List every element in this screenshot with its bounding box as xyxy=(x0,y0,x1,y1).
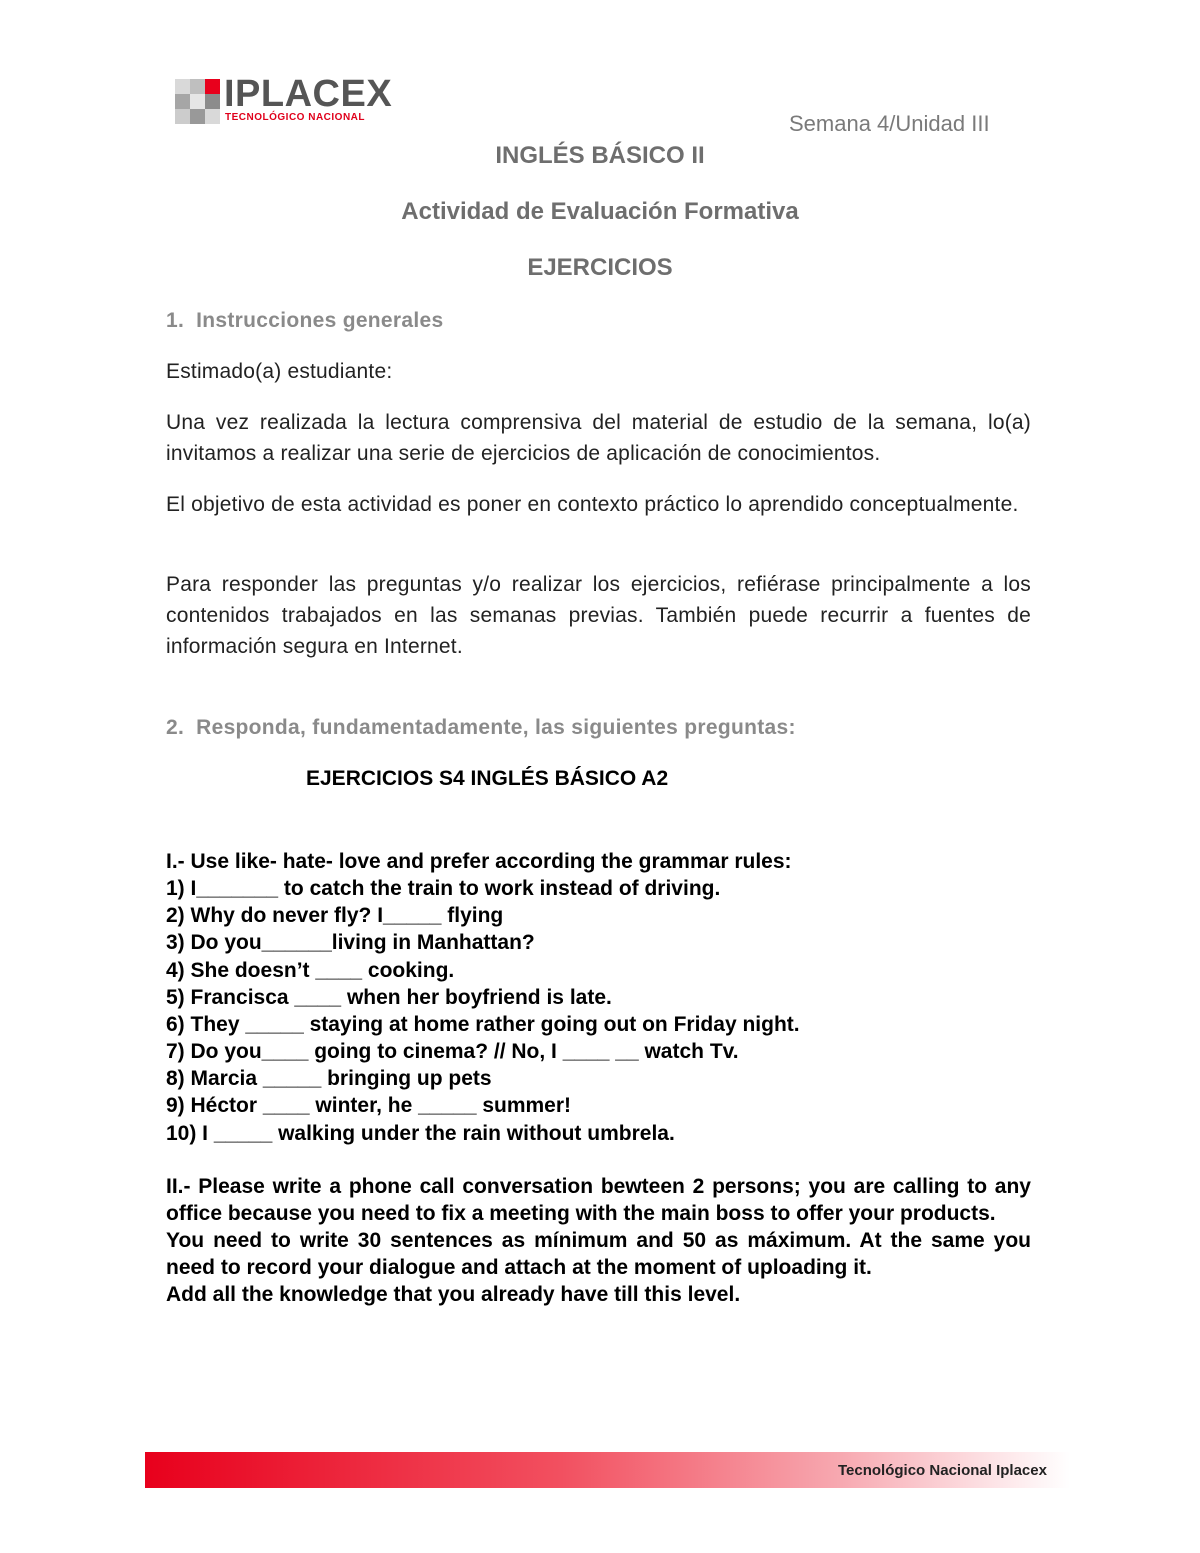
part2-closing: Add all the knowledge that you already have till this level. xyxy=(166,1283,741,1306)
exercise-item: 5) Francisca ____ when her boyfriend is late. xyxy=(166,986,612,1009)
section2-heading-text: Responda, fundamentadamente, las siguientes preguntas: xyxy=(196,716,796,739)
exercise-item: 4) She doesn’t ____ cooking. xyxy=(166,959,455,982)
logo-mosaic-icon xyxy=(175,79,221,125)
exercise-item: 1) I_______ to catch the train to work instead of driving. xyxy=(166,877,721,900)
exercise-item: 9) Héctor ____ winter, he _____ summer! xyxy=(166,1094,572,1117)
section2-number: 2. xyxy=(166,716,185,739)
greeting: Estimado(a) estudiante: xyxy=(166,360,393,383)
exercise-item: 7) Do you____ going to cinema? // No, I ____ __ watch Tv. xyxy=(166,1040,739,1063)
section-title: EJERCICIOS xyxy=(527,254,673,281)
paragraph-3: Para responder las preguntas y/o realizar los ejercicios, refiérase principalmente a los contenidos trabajados en las semanas previas. También puede recurrir a fuentes de información segura en Internet. xyxy=(166,573,1031,658)
section1-heading-text: Instrucciones generales xyxy=(196,309,444,332)
part2-instructions: II.- Please write a phone call conversation bewteen 2 persons; you are calling to any office because you need to fix a meeting with the main boss to offer your products. xyxy=(166,1175,1031,1225)
exercise-item: 3) Do you______living in Manhattan? xyxy=(166,931,535,954)
paragraph-2: El objetivo de esta actividad es poner en contexto práctico lo aprendido conceptualmente. xyxy=(166,493,1019,516)
exercise-item: 2) Why do never fly? I_____ flying xyxy=(166,904,504,927)
exercise-item: 6) They _____ staying at home rather going out on Friday night. xyxy=(166,1013,800,1036)
exercise-item: 8) Marcia _____ bringing up pets xyxy=(166,1067,492,1090)
exercise-item: 10) I _____ walking under the rain without umbrela. xyxy=(166,1122,675,1145)
footer-text: Tecnológico Nacional Iplacex xyxy=(838,1462,1047,1479)
exercise-title: EJERCICIOS S4 INGLÉS BÁSICO A2 xyxy=(306,767,669,790)
part2-requirements: You need to write 30 sentences as mínimum and 50 as máximum. At the same you need to record your dialogue and attach at the moment of uploading it. xyxy=(166,1229,1031,1279)
iplacex-logo xyxy=(175,73,415,126)
week-label: Semana 4/Unidad III xyxy=(789,111,990,136)
logo-wordmark: IPLACEX xyxy=(224,73,393,115)
part1-title: I.- Use like- hate- love and prefer according the grammar rules: xyxy=(166,850,792,873)
section1-number: 1. xyxy=(166,309,185,332)
course-title: INGLÉS BÁSICO II xyxy=(495,142,705,169)
logo-subtitle: TECNOLÓGICO NACIONAL xyxy=(225,112,365,123)
section1-heading xyxy=(166,309,443,333)
part2-block xyxy=(166,1173,1031,1308)
paragraph-1: Una vez realizada la lectura comprensiva del material de estudio de la semana, lo(a) invitamos a realizar una serie de ejercicios de aplicación de conocimientos. xyxy=(166,411,1031,465)
section2-heading xyxy=(166,716,796,740)
activity-title: Actividad de Evaluación Formativa xyxy=(401,198,799,225)
